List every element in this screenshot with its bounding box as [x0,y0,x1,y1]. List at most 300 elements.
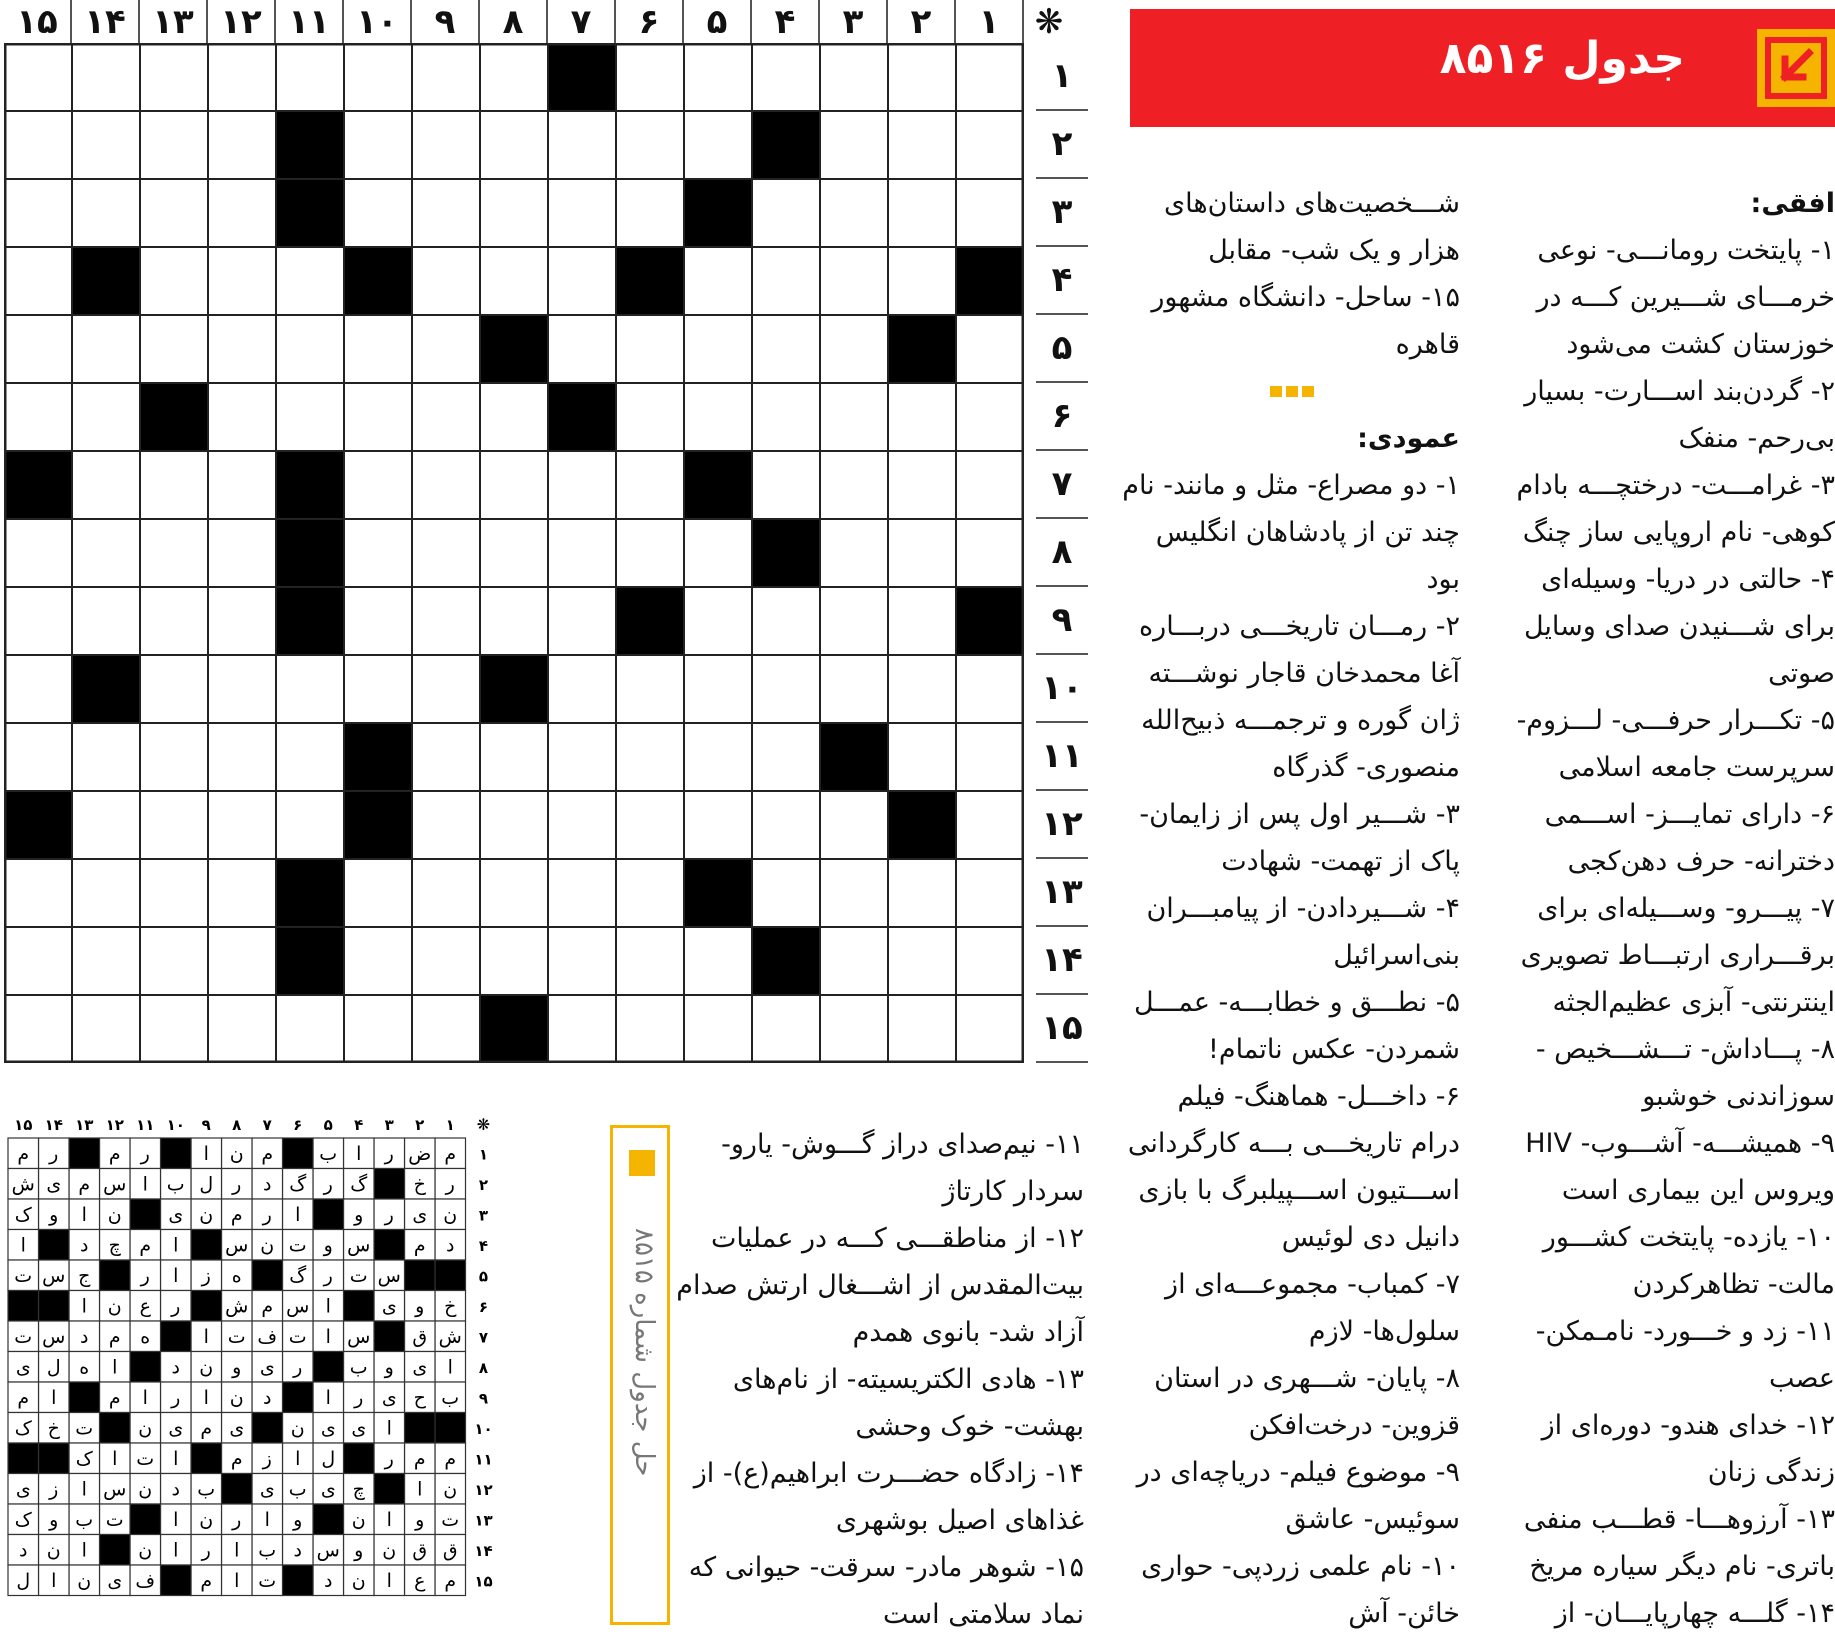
solution-letter: ت [288,1234,307,1257]
empty-cell[interactable] [616,451,684,519]
empty-cell[interactable] [140,451,208,519]
empty-cell[interactable] [480,587,548,655]
empty-cell[interactable] [72,315,140,383]
empty-cell[interactable] [412,451,480,519]
mini-logo-icon [629,1150,655,1176]
solution-letter: م [444,1569,457,1592]
empty-cell[interactable] [140,791,208,859]
empty-cell[interactable] [956,859,1024,927]
empty-cell[interactable] [820,791,888,859]
solution-black-cell [161,1565,192,1596]
empty-cell[interactable] [208,451,276,519]
empty-cell[interactable] [72,859,140,927]
empty-cell[interactable] [820,43,888,111]
solution-letter: ب [349,1356,368,1379]
empty-cell[interactable] [4,723,72,791]
empty-cell[interactable] [412,655,480,723]
clue-line: ۹- همیشـــه- آشـــوب- HIV [1525,1128,1835,1159]
empty-cell[interactable] [72,791,140,859]
empty-cell[interactable] [140,247,208,315]
solution-column-number: ۶ [293,1116,303,1134]
empty-cell[interactable] [412,723,480,791]
empty-cell[interactable] [684,111,752,179]
solution-letter: ف [135,1569,156,1592]
empty-cell[interactable] [344,927,412,995]
solution-black-cell [222,1474,253,1505]
solution-letter: ر [140,1264,150,1287]
solution-letter: س [103,1478,127,1501]
black-cell [276,927,344,995]
empty-cell[interactable] [820,859,888,927]
solution-letter: ت [441,1508,460,1531]
empty-cell[interactable] [820,451,888,519]
empty-cell[interactable] [616,179,684,247]
empty-cell[interactable] [548,859,616,927]
solution-letter: ت [14,1325,33,1348]
empty-cell[interactable] [548,587,616,655]
black-cell [344,247,412,315]
solution-letter: ر [171,1295,181,1318]
solution-row-number: ۷ [478,1328,489,1347]
empty-cell[interactable] [548,927,616,995]
solution-letter: ب [288,1478,307,1501]
empty-cell[interactable] [888,859,956,927]
solution-letter: م [200,1417,213,1440]
black-cell [276,111,344,179]
empty-cell[interactable] [888,519,956,587]
empty-cell[interactable] [4,247,72,315]
empty-cell[interactable] [616,43,684,111]
empty-cell[interactable] [956,43,1024,111]
solution-letter: ق [412,1325,428,1348]
empty-cell[interactable] [888,927,956,995]
empty-cell[interactable] [412,995,480,1063]
empty-cell[interactable] [480,247,548,315]
empty-cell[interactable] [412,927,480,995]
empty-cell[interactable] [208,587,276,655]
empty-cell[interactable] [480,451,548,519]
empty-cell[interactable] [412,791,480,859]
empty-cell[interactable] [956,179,1024,247]
empty-cell[interactable] [276,723,344,791]
empty-cell[interactable] [72,995,140,1063]
clue-line: ۷- کمباب- مجموعـــه‌ای از [1165,1269,1460,1300]
empty-cell[interactable] [344,383,412,451]
solution-letter: م [108,1325,121,1348]
empty-cell[interactable] [276,995,344,1063]
empty-cell[interactable] [480,859,548,927]
empty-cell[interactable] [616,383,684,451]
empty-cell[interactable] [888,723,956,791]
empty-cell[interactable] [820,655,888,723]
empty-cell[interactable] [616,519,684,587]
empty-cell[interactable] [344,315,412,383]
solution-letter: ن [290,1417,305,1440]
empty-cell[interactable] [344,587,412,655]
empty-cell[interactable] [4,179,72,247]
empty-cell[interactable] [72,519,140,587]
empty-cell[interactable] [820,111,888,179]
empty-cell[interactable] [684,587,752,655]
clues-continued-column [676,1121,1084,1638]
clue-line: ۱۲- از مناطقـــی کـــه در عملیات [710,1223,1084,1254]
empty-cell[interactable] [548,179,616,247]
empty-cell[interactable] [4,383,72,451]
empty-cell[interactable] [344,859,412,927]
empty-cell[interactable] [208,927,276,995]
empty-cell[interactable] [344,519,412,587]
empty-cell[interactable] [276,43,344,111]
empty-cell[interactable] [344,995,412,1063]
clue-line: نماد سلامتی است [882,1599,1084,1630]
empty-cell[interactable] [208,655,276,723]
empty-cell[interactable] [4,655,72,723]
solution-letter: ی [168,1417,184,1440]
clue-line: صوتی [1768,658,1835,689]
empty-cell[interactable] [752,859,820,927]
empty-cell[interactable] [616,927,684,995]
empty-cell[interactable] [548,519,616,587]
empty-cell[interactable] [480,43,548,111]
empty-cell[interactable] [72,587,140,655]
clue-line: ۱۰- یازده- پایتخت کشـــور [1542,1222,1835,1253]
empty-cell[interactable] [616,791,684,859]
empty-cell[interactable] [412,587,480,655]
empty-cell[interactable] [684,383,752,451]
empty-cell[interactable] [72,451,140,519]
empty-cell[interactable] [140,655,208,723]
empty-cell[interactable] [412,383,480,451]
row-number: ۱۳ [1036,859,1088,927]
empty-cell[interactable] [140,587,208,655]
empty-cell[interactable] [140,519,208,587]
empty-cell[interactable] [276,655,344,723]
empty-cell[interactable] [480,383,548,451]
empty-cell[interactable] [752,451,820,519]
row-number: ۱ [1036,43,1088,111]
solution-letter: ا [386,1569,392,1592]
empty-cell[interactable] [4,859,72,927]
empty-cell[interactable] [208,179,276,247]
empty-cell[interactable] [480,519,548,587]
empty-cell[interactable] [888,451,956,519]
clue-line: سرپرست جامعه اسلامی [1558,752,1835,783]
empty-cell[interactable] [820,927,888,995]
empty-cell[interactable] [276,383,344,451]
clue-line: سلول‌ها- لازم [1308,1316,1460,1347]
empty-cell[interactable] [548,111,616,179]
clue-line: ۱- دو مصراع- مثل و مانند- نام [1122,470,1460,501]
empty-cell[interactable] [140,927,208,995]
empty-cell[interactable] [344,43,412,111]
solution-letter: ر [384,1203,394,1226]
black-cell [344,723,412,791]
empty-cell[interactable] [72,383,140,451]
solution-letter: ن [199,1356,214,1379]
empty-cell[interactable] [616,723,684,791]
solution-row-number: ۹ [478,1389,489,1408]
empty-cell[interactable] [888,655,956,723]
empty-cell[interactable] [616,995,684,1063]
clue-line: ۱۱- نیم‌صدای دراز گـــوش- یارو- [721,1129,1084,1160]
empty-cell[interactable] [480,179,548,247]
solution-letter: ت [258,1569,277,1592]
empty-cell[interactable] [820,247,888,315]
empty-cell[interactable] [208,383,276,451]
empty-cell[interactable] [684,315,752,383]
empty-cell[interactable] [276,315,344,383]
solution-letter: م [108,1142,121,1165]
empty-cell[interactable] [956,655,1024,723]
empty-cell[interactable] [548,315,616,383]
solution-letter: ب [75,1508,94,1531]
empty-cell[interactable] [616,111,684,179]
empty-cell[interactable] [752,587,820,655]
empty-cell[interactable] [888,111,956,179]
clues-vertical-column [1124,180,1460,1637]
empty-cell[interactable] [208,247,276,315]
black-cell [684,451,752,519]
solution-letter: ر [232,1173,242,1196]
empty-cell[interactable] [480,791,548,859]
row-number: ۸ [1036,519,1088,587]
empty-cell[interactable] [344,179,412,247]
empty-cell[interactable] [208,995,276,1063]
empty-cell[interactable] [208,43,276,111]
empty-cell[interactable] [684,791,752,859]
solution-letter: ر [445,1173,455,1196]
empty-cell[interactable] [412,179,480,247]
empty-cell[interactable] [140,723,208,791]
solution-black-cell [100,1535,131,1566]
empty-cell[interactable] [548,995,616,1063]
clue-line: ۳- شـــیر اول پس از زایمان- [1139,799,1460,830]
solution-column-number: ۱۳ [75,1116,94,1134]
empty-cell[interactable] [208,111,276,179]
empty-cell[interactable] [616,655,684,723]
empty-cell[interactable] [956,723,1024,791]
empty-cell[interactable] [344,451,412,519]
empty-cell[interactable] [684,927,752,995]
empty-cell[interactable] [684,723,752,791]
solution-letter: ا [173,1234,179,1257]
empty-cell[interactable] [140,179,208,247]
empty-cell[interactable] [480,111,548,179]
empty-cell[interactable] [752,383,820,451]
empty-cell[interactable] [140,859,208,927]
empty-cell[interactable] [72,43,140,111]
clue-line: ۶- داخـــل- هماهنگ- فیلم [1177,1081,1460,1112]
solution-letter: ب [166,1173,185,1196]
empty-cell[interactable] [956,315,1024,383]
empty-cell[interactable] [684,247,752,315]
empty-cell[interactable] [752,791,820,859]
solution-letter: ز [49,1478,59,1501]
empty-cell[interactable] [684,995,752,1063]
solution-column-number: ۱ [445,1116,455,1134]
solution-letter: د [263,1173,272,1196]
clue-line: آزاد شد- بانوی همدم [852,1317,1084,1348]
clue-line: عصب [1768,1363,1835,1394]
solution-letter: و [232,1356,242,1379]
solution-black-cell [374,1169,405,1200]
empty-cell[interactable] [956,451,1024,519]
empty-cell[interactable] [888,383,956,451]
empty-cell[interactable] [752,43,820,111]
column-number: ۴ [752,0,820,43]
empty-cell[interactable] [820,179,888,247]
clue-line: ۲- گردن‌بند اســـارت- بسیار [1524,376,1835,407]
empty-cell[interactable] [412,247,480,315]
empty-cell[interactable] [276,247,344,315]
column-number: ۳ [820,0,888,43]
empty-cell[interactable] [888,247,956,315]
empty-cell[interactable] [616,859,684,927]
empty-cell[interactable] [820,383,888,451]
empty-cell[interactable] [72,179,140,247]
empty-cell[interactable] [4,995,72,1063]
empty-cell[interactable] [548,723,616,791]
empty-cell[interactable] [480,927,548,995]
empty-cell[interactable] [72,723,140,791]
empty-cell[interactable] [752,315,820,383]
empty-cell[interactable] [412,315,480,383]
solution-corner-star-icon: ❋ [476,1115,491,1134]
empty-cell[interactable] [752,655,820,723]
empty-cell[interactable] [4,587,72,655]
empty-cell[interactable] [72,111,140,179]
clue-line: هزار و یک شب- مقابل [1208,235,1460,266]
solution-letter: ر [323,1264,333,1287]
solution-letter: ی [320,1417,336,1440]
solution-letter: ز [262,1447,272,1470]
solution-letter: ف [257,1325,278,1348]
solution-black-cell [283,1565,314,1596]
empty-cell[interactable] [548,791,616,859]
row-number: ۴ [1036,247,1088,315]
column-number: ۷ [548,0,616,43]
empty-cell[interactable] [548,247,616,315]
empty-cell[interactable] [412,111,480,179]
solution-letter: د [80,1325,89,1348]
empty-cell[interactable] [752,179,820,247]
solution-letter: د [293,1539,302,1562]
empty-cell[interactable] [4,927,72,995]
black-cell [548,43,616,111]
empty-cell[interactable] [208,859,276,927]
empty-cell[interactable] [888,587,956,655]
empty-cell[interactable] [208,791,276,859]
empty-cell[interactable] [208,315,276,383]
empty-cell[interactable] [140,995,208,1063]
empty-cell[interactable] [752,247,820,315]
solution-letter: و [415,1508,425,1531]
empty-cell[interactable] [412,43,480,111]
empty-cell[interactable] [344,111,412,179]
empty-cell[interactable] [412,519,480,587]
empty-cell[interactable] [276,791,344,859]
empty-cell[interactable] [548,655,616,723]
main-grid-row-numbers [1036,43,1088,1063]
clue-line: ۱۴- زادگاه حضـــرت ابراهیم(ع)- از [693,1458,1084,1489]
empty-cell[interactable] [344,655,412,723]
empty-cell[interactable] [684,519,752,587]
solution-letter: ه [79,1356,90,1379]
empty-cell[interactable] [72,927,140,995]
empty-cell[interactable] [956,791,1024,859]
solution-black-cell [405,1260,436,1291]
empty-cell[interactable] [956,927,1024,995]
empty-cell[interactable] [956,111,1024,179]
separator-dots-icon [1124,368,1460,415]
solution-black-cell [252,1413,283,1444]
empty-cell[interactable] [820,519,888,587]
black-cell [276,587,344,655]
row-number: ۳ [1036,179,1088,247]
clue-line: منصوری- گذرگاه [1272,752,1460,783]
empty-cell[interactable] [140,43,208,111]
empty-cell[interactable] [820,587,888,655]
empty-cell[interactable] [4,43,72,111]
empty-cell[interactable] [208,723,276,791]
empty-cell[interactable] [752,995,820,1063]
empty-cell[interactable] [752,723,820,791]
empty-cell[interactable] [956,383,1024,451]
row-number: ۵ [1036,315,1088,383]
black-cell [684,179,752,247]
empty-cell[interactable] [4,315,72,383]
empty-cell[interactable] [820,995,888,1063]
solution-black-cell [374,1321,405,1352]
solution-black-cell [69,1382,100,1413]
black-cell [752,927,820,995]
empty-cell[interactable] [956,519,1024,587]
empty-cell[interactable] [888,43,956,111]
solution-letter: ا [81,1203,87,1226]
solution-letter: ا [234,1539,240,1562]
solution-letter: ت [227,1325,246,1348]
empty-cell[interactable] [4,519,72,587]
empty-cell[interactable] [412,859,480,927]
empty-cell[interactable] [684,655,752,723]
solution-letter: ش [225,1295,249,1318]
solution-letter: ی [320,1478,336,1501]
solution-letter: ی [259,1478,275,1501]
empty-cell[interactable] [956,995,1024,1063]
empty-cell[interactable] [548,451,616,519]
solution-black-cell [191,1291,222,1322]
empty-cell[interactable] [684,43,752,111]
solution-black-cell [283,1138,314,1169]
empty-cell[interactable] [4,111,72,179]
empty-cell[interactable] [140,315,208,383]
empty-cell[interactable] [888,179,956,247]
solution-letter: ی [381,1295,397,1318]
solution-letter: ا [447,1356,453,1379]
clue-section-heading: عمودی: [1357,423,1460,454]
solution-letter: د [446,1234,455,1257]
black-cell [480,315,548,383]
empty-cell[interactable] [208,519,276,587]
solution-letter: ق [442,1539,458,1562]
solution-letter: ن [138,1417,153,1440]
empty-cell[interactable] [140,111,208,179]
empty-cell[interactable] [888,995,956,1063]
empty-cell[interactable] [616,315,684,383]
solution-letter: ی [15,1356,31,1379]
empty-cell[interactable] [480,723,548,791]
empty-cell[interactable] [820,315,888,383]
